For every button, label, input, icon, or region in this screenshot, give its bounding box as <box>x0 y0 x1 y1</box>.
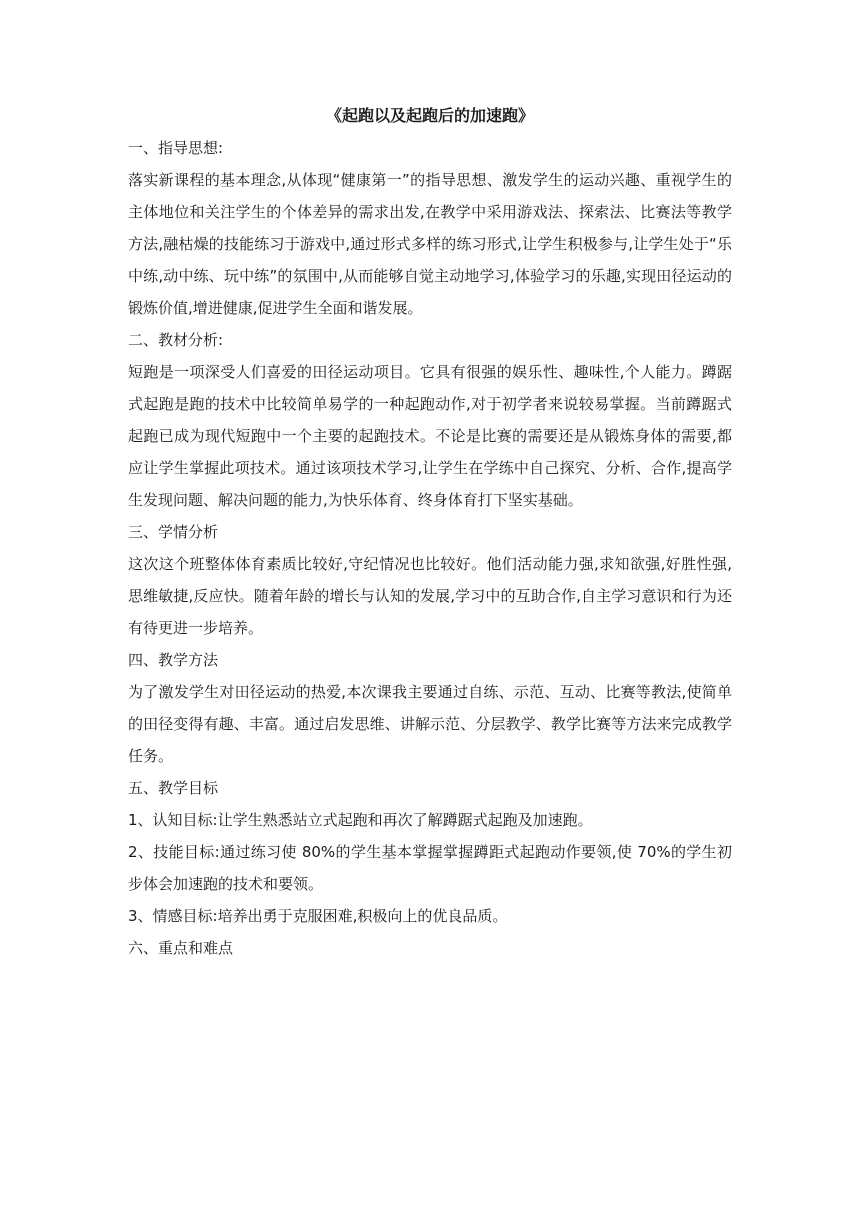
paragraph-material-analysis: 短跑是一项深受人们喜爱的田径运动项目。它具有很强的娱乐性、趣味性,个人能力。蹲踞式起跑是跑的技术中比较简单易学的一种起跑动作,对于初学者来说较易掌握。当前蹲踞式起跑已成为现代短跑中一个主要的起跑技术。不论是比赛的需要还是从锻炼身体的需要,都应让学生掌握此项技术。通过该项技术学习,让学生在学练中自己探究、分析、合作,提高学生发现问题、解决问题的能力,为快乐体育、终身体育打下坚实基础。 <box>128 363 732 509</box>
section-heading-student-analysis: 三、学情分析 <box>128 523 219 541</box>
section-heading-material-analysis: 二、教材分析: <box>128 331 224 349</box>
paragraph-teaching-methods: 为了激发学生对田径运动的热爱,本次课我主要通过自练、示范、互动、比赛等教法,使简单的田径变得有趣、丰富。通过启发思维、讲解示范、分层教学、教学比赛等方法来完成教学任务。 <box>128 683 732 765</box>
paragraph-guiding-ideology: 落实新课程的基本理念,从体现“健康第一”的指导思想、激发学生的运动兴趣、重视学生的主体地位和关注学生的个体差异的需求出发,在教学中采用游戏法、探索法、比赛法等教学方法,融枯燥的技能练习于游戏中,通过形式多样的练习形式,让学生积极参与,让学生处于“乐中练,动中练、玩中练”的氛围中,从而能够自觉主动地学习,体验学习的乐趣,实现田径运动的锻炼价值,增进健康,促进学生全面和谐发展。 <box>128 171 732 317</box>
document-page <box>128 100 732 964</box>
document-title: 《起跑以及起跑后的加速跑》 <box>325 106 534 125</box>
section-heading-guiding-ideology: 一、指导思想: <box>128 139 224 157</box>
objective-emotional: 3、情感目标:培养出勇于克服困难,积极向上的优良品质。 <box>128 907 508 925</box>
objective-cognitive: 1、认知目标:让学生熟悉站立式起跑和再次了解蹲踞式起跑及加速跑。 <box>128 811 593 829</box>
section-heading-teaching-objectives: 五、教学目标 <box>128 779 219 797</box>
objective-skill: 2、技能目标:通过练习使 80%的学生基本掌握掌握蹲距式起跑动作要领,使 70%的学生初步体会加速跑的技术和要领。 <box>128 843 732 893</box>
section-heading-teaching-methods: 四、教学方法 <box>128 651 219 669</box>
section-heading-key-points: 六、重点和难点 <box>128 939 234 957</box>
paragraph-student-analysis: 这次这个班整体体育素质比较好,守纪情况也比较好。他们活动能力强,求知欲强,好胜性强,思维敏捷,反应快。随着年龄的增长与认知的发展,学习中的互助合作,自主学习意识和行为还有待更进一步培养。 <box>128 555 732 637</box>
